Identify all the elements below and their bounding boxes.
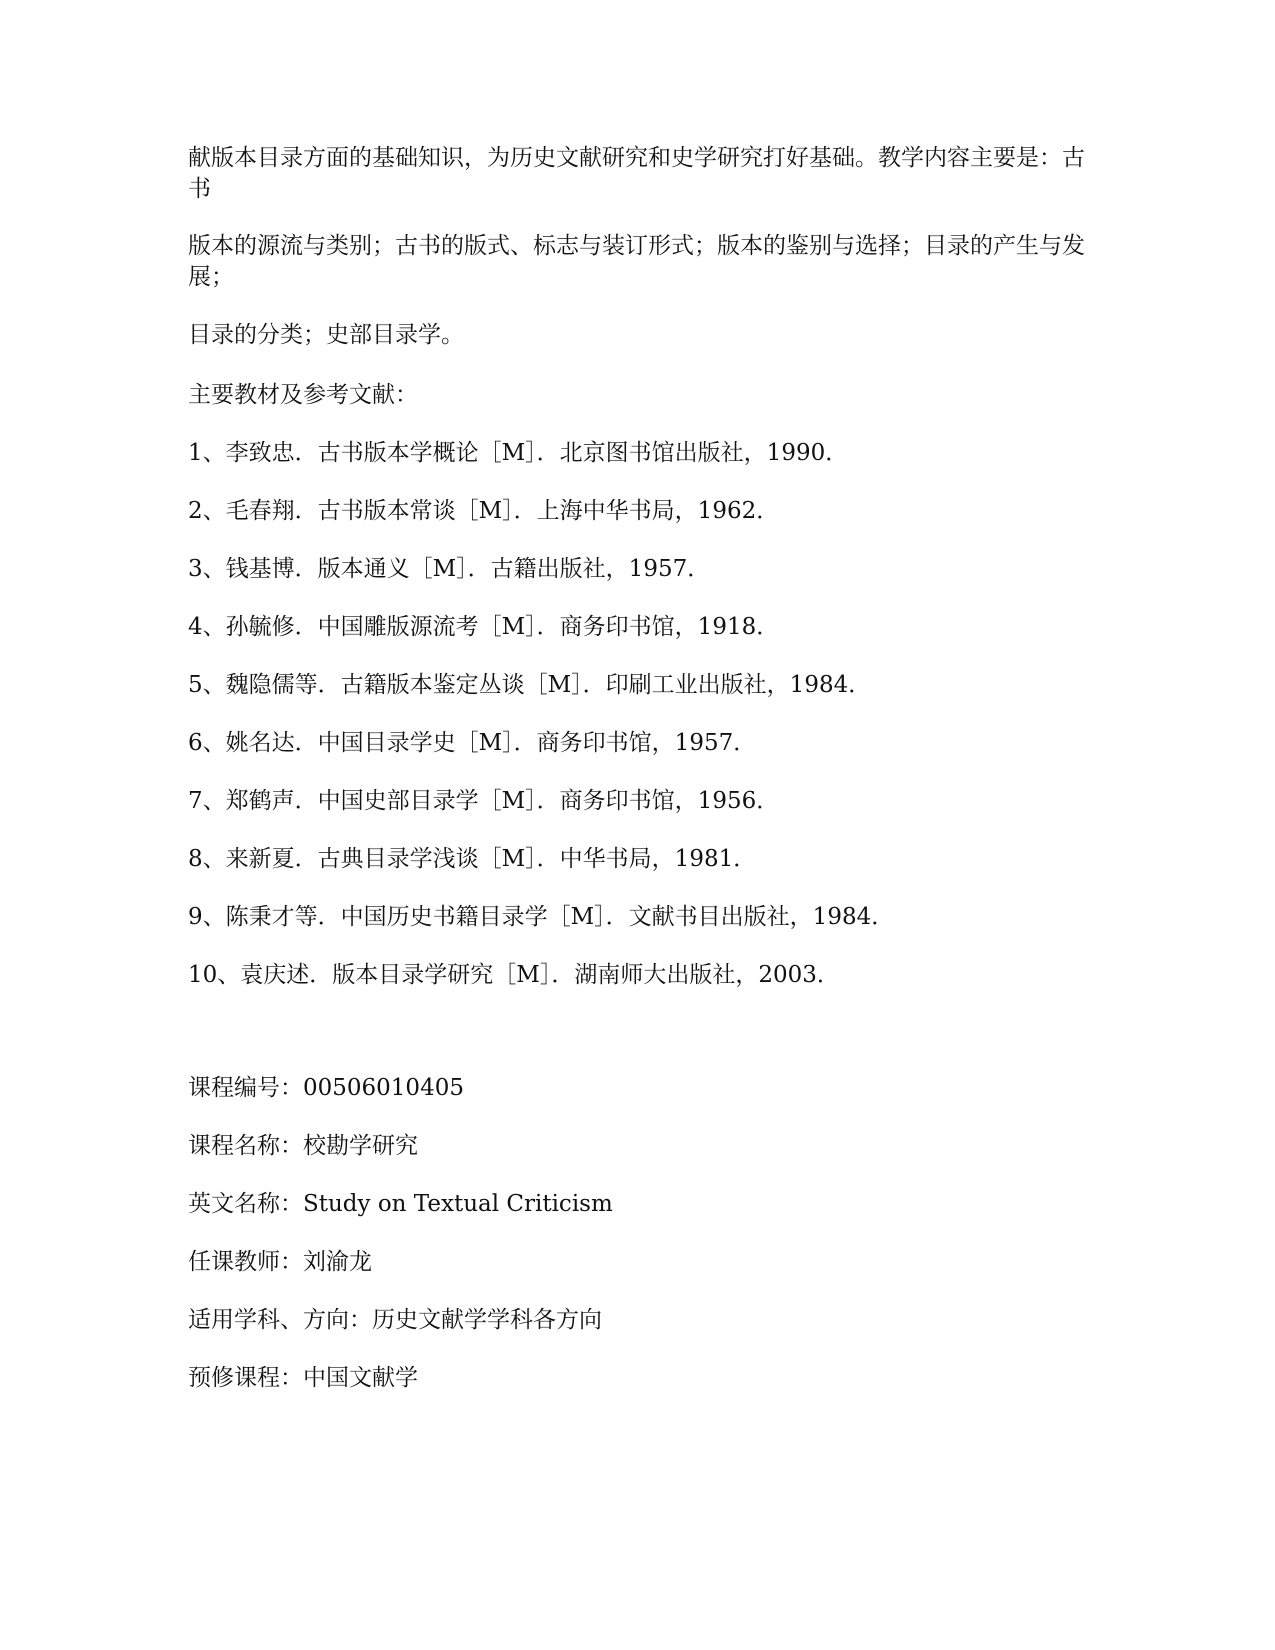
document-page xyxy=(188,0,1088,1650)
reference-item: 9、陈秉才等．中国历史书籍目录学［M］．文献书目出版社，1984． xyxy=(188,904,895,930)
reference-item: 4、孙毓修．中国雕版源流考［M］．商务印书馆，1918． xyxy=(188,614,780,640)
reference-item: 2、毛春翔．古书版本常谈［M］．上海中华书局，1962． xyxy=(188,498,780,524)
reference-item: 5、魏隐儒等．古籍版本鉴定丛谈［M］．印刷工业出版社，1984． xyxy=(188,672,872,698)
reference-item: 7、郑鹤声．中国史部目录学［M］．商务印书馆，1956． xyxy=(188,788,780,814)
course-prerequisite: 预修课程：中国文献学 xyxy=(188,1365,418,1391)
references-heading: 主要教材及参考文献： xyxy=(188,382,418,408)
intro-paragraph-3: 目录的分类；史部目录学。 xyxy=(188,322,464,348)
reference-item: 6、姚名达．中国目录学史［M］．商务印书馆，1957． xyxy=(188,730,757,756)
reference-item: 3、钱基博．版本通义［M］．古籍出版社，1957． xyxy=(188,556,711,582)
course-teacher: 任课教师：刘渝龙 xyxy=(188,1249,372,1275)
course-english-name: 英文名称：Study on Textual Criticism xyxy=(188,1191,613,1217)
course-discipline: 适用学科、方向：历史文献学学科各方向 xyxy=(188,1307,602,1333)
course-name: 课程名称：校勘学研究 xyxy=(188,1133,418,1159)
intro-paragraph-2: 版本的源流与类别；古书的版式、标志与装订形式；版本的鉴别与选择；目录的产生与发展； xyxy=(188,233,1085,290)
reference-item: 1、李致忠．古书版本学概论［M］．北京图书馆出版社，1990． xyxy=(188,440,849,466)
course-code: 课程编号：00506010405 xyxy=(188,1075,464,1101)
reference-item: 8、来新夏．古典目录学浅谈［M］．中华书局，1981． xyxy=(188,846,757,872)
reference-item: 10、袁庆述．版本目录学研究［M］．湖南师大出版社，2003． xyxy=(188,962,840,988)
intro-paragraph-1: 献版本目录方面的基础知识，为历史文献研究和史学研究打好基础。教学内容主要是：古书 xyxy=(188,145,1085,202)
